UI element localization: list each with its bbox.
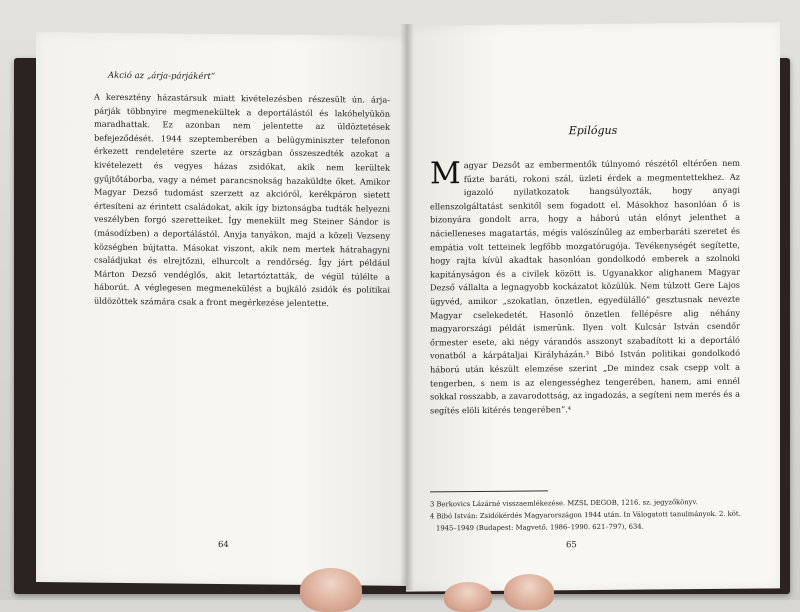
right-page-paragraph-text: agyar Dezsőt az embermentők túlnyomó részétől eltérően nem fűzte baráti, rokoni szál, üzleti érdek a megmentettekhez. Az igazoló nyilatkozatok hangsúlyozták, hogy anyagi ellenszolgáltatást senkitől sem fogadott el. Másokhoz hasonlóan ő is bizonyára gondolt arra, hogy a háború után előnyt jelenthet a nácielleneses magatartás, mégis valószínűleg az emberbaráti szeretet és empátia volt tetteinek legfőbb mozgatórugója. Tevékenységét segítette, hogy rajta kívül akadtak hasonlóan gondolkodó emberek a szolnoki kapitányságon és a civilek között is. Ugyanakkor alighanem Magyar Dezső vállalta a legnagyobb kockázatot közülük. Nem túlzott Gere Lajos ügyvéd, amikor „szokatlan, önzetlen, egyedülálló” gesztusnak nevezte Magyar cselekedetét. Hasonló önzetlen fellépésre alig néhány magyarországi példát ismerünk. Ilyen volt Kulcsár István csendőr őrmester esete, aki négy várandós asszonyt szabadított ki a deportáló vonatból a kárpátaljai Királyházán.³ Bibó István politikai gondolkodó háború után készült elemzése szerint „De mindez csak csepp volt a tengerben, s nem is az elengességhez tengerében, hanem, ami ennél sokkal rosszabb, a zavarodottság, az ingadozás, a segíteni nem merés és a segítés elöli kitérés tengerében”.⁴ — [430, 157, 740, 416]
footnote-4-continued: 1945–1949 (Budapest: Magvető, 1986–1990. 621–797), 634. — [436, 522, 644, 533]
footnote-3: 3 Berkovics Lázárné visszaemlékezése. MZSL DEGOB, 1216. sz. jegyzőkönyv. — [430, 498, 698, 509]
running-head: Akció az „árja-párjákért” — [108, 70, 216, 82]
left-page-paragraph: A keresztény házastársuk miatt kivételezésben részesült ún. árja-párják többnyire megmenekültek a deportálástól és lakóhelyükön maradhattak. Ez azonban nem jelentette az üldöztetések befejeződését. 1944 szeptemberében a belügyminiszter telefonon érkezett rendeletére szerte az országban összeszedték azokat a kivételezett és vegyes házas zsidókat, akik nem kerültek gyűjtőtáborba, vagy a német parancsnokság hazaküldte őket. Amikor Magyar Dezső tudomást szerzett az akcióról, kerékpáron sietett értesíteni az érintett családokat, akik így biztonságba tudták helyezni veszélyben forgó szeretteiket. Így menekült meg Steiner Sándor is (másodízben) a deportálástól. Anyja tanyákon, majd a közeli Vezseny községben bújtatta. Másokat viszont, akik nem mertek hátrahagyni családjukat és elrejtőzni, elhurcolt a rendőrség. Így járt például Márton Dezső vendéglős, akit letartóztatták, de végül túlélte a háborút. A véglegesen megmenekülést a bujkáló zsidók és politikai üldözöttek számára csak a front megérkezése jelentette. — [94, 91, 390, 309]
footnote-4: 4 Bibó István: Zsidókérdés Magyarországon 1944 után. In Válogatott tanulmányok. 2. köt. — [430, 509, 741, 521]
chapter-title: Epilógus — [568, 123, 618, 138]
left-page — [36, 32, 408, 586]
page-number-right: 65 — [566, 540, 577, 551]
footnotes — [430, 497, 748, 536]
book-gutter — [400, 24, 414, 590]
right-finger-1 — [444, 582, 492, 612]
right-finger-2 — [504, 574, 554, 610]
right-page-paragraph — [430, 157, 740, 418]
right-page — [406, 22, 780, 591]
drop-cap: M — [430, 156, 461, 192]
footnote-rule — [430, 490, 548, 492]
left-thumb — [300, 568, 362, 612]
page-number-left: 64 — [218, 539, 229, 551]
